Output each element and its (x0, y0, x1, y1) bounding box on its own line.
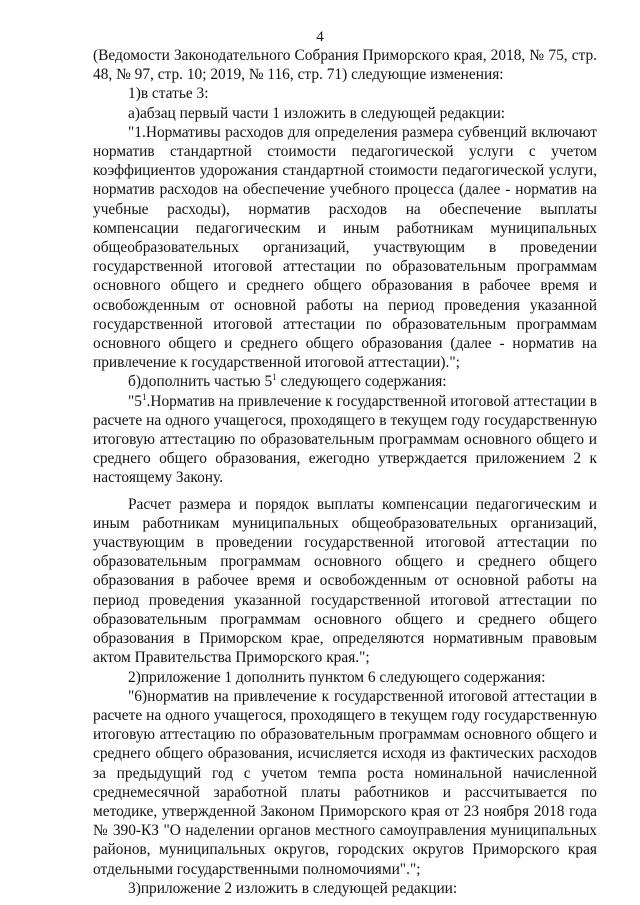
text-segment: "5 (128, 392, 142, 410)
paragraph-quote-part-5-1 (93, 392, 597, 488)
paragraph-subitem-a: а)абзац первый части 1 изложить в следующей редакции: (128, 104, 506, 122)
paragraph-compensation-calculation: Расчет размера и порядок выплаты компенсации педагогическим и иным работникам муниципальных общеобразовательных организаций, участвующим в проведении государственной итоговой аттестации по образовательным программам основного общего и среднего общего образования в рабочее время и освобожденным от основной работы на период проведения указанной государственной итоговой аттестации по образовательным программам основного общего и среднего общего образования в Приморском крае, определяются нормативным правовым актом Правительства Приморского края."; (93, 495, 597, 667)
paragraph-item-1: 1)в статье 3: (128, 85, 209, 103)
page-number: 4 (316, 29, 324, 45)
text-segment: б)дополнить частью 5 (128, 373, 273, 391)
superscript: 1 (141, 391, 147, 402)
superscript: 1 (272, 372, 277, 383)
text-segment: .Норматив на привлечение к государственной итоговой аттестации в расчете на одного учащегося, проходящего в текущем году государственную итоговую аттестацию по образовательным программам основного общего и среднего общего образования, ежегодно утверждается приложением 2 к настоящему Закону. (93, 392, 597, 487)
paragraph-quote-item-6: "6)норматив на привлечение к государственной итоговой аттестации в расчете на одного учащегося, проходящего в текущем году государственную итоговую аттестацию по образовательным программам основного общего и среднего общего образования, исчисляется исходя из фактических расходов за предыдущий год с учетом темпа роста номинальной начисленной среднемесячной заработной платы работников и рассчитывается по методике, утвержденной Законом Приморского края от 23 ноября 2018 года № 390-КЗ "О наделении органов местного самоуправления муниципальных районов, муниципальных округов, городских округов Приморского края отдельными государственными полномочиями"."; (93, 687, 597, 878)
text-segment: следующего содержания: (276, 373, 447, 391)
paragraph-item-2: 2)приложение 1 дополнить пунктом 6 следующего содержания: (128, 668, 546, 686)
paragraph-intro: (Ведомости Законодательного Собрания Приморского края, 2018, № 75, стр. 48, № 97, стр. 10; 2019, № 116, стр. 71) следующие изменения: (93, 47, 597, 84)
paragraph-quote-part-1: "1.Нормативы расходов для определения размера субвенций включают норматив стандартной стоимости педагогической услуги с учетом коэффициентов удорожания стандартной стоимости педагогической услуги, норматив расходов на обеспечение учебного процесса (далее - норматив на учебные расходы), норматив расходов на обеспечение выплаты компенсации педагогическим и иным работникам муниципальных общеобразовательных организаций, участвующим в проведении государственной итоговой аттестации по образовательным программам основного общего и среднего общего образования в рабочее время и освобожденным от основной работы на период проведения указанной государственной итоговой аттестации по образовательным программам основного общего и среднего общего образования (далее - норматив на привлечение к государственной итоговой аттестации)."; (93, 123, 597, 372)
paragraph-subitem-b (93, 372, 597, 391)
paragraph-item-3: 3)приложение 2 изложить в следующей редакции: (128, 879, 458, 897)
document-body (93, 46, 597, 898)
